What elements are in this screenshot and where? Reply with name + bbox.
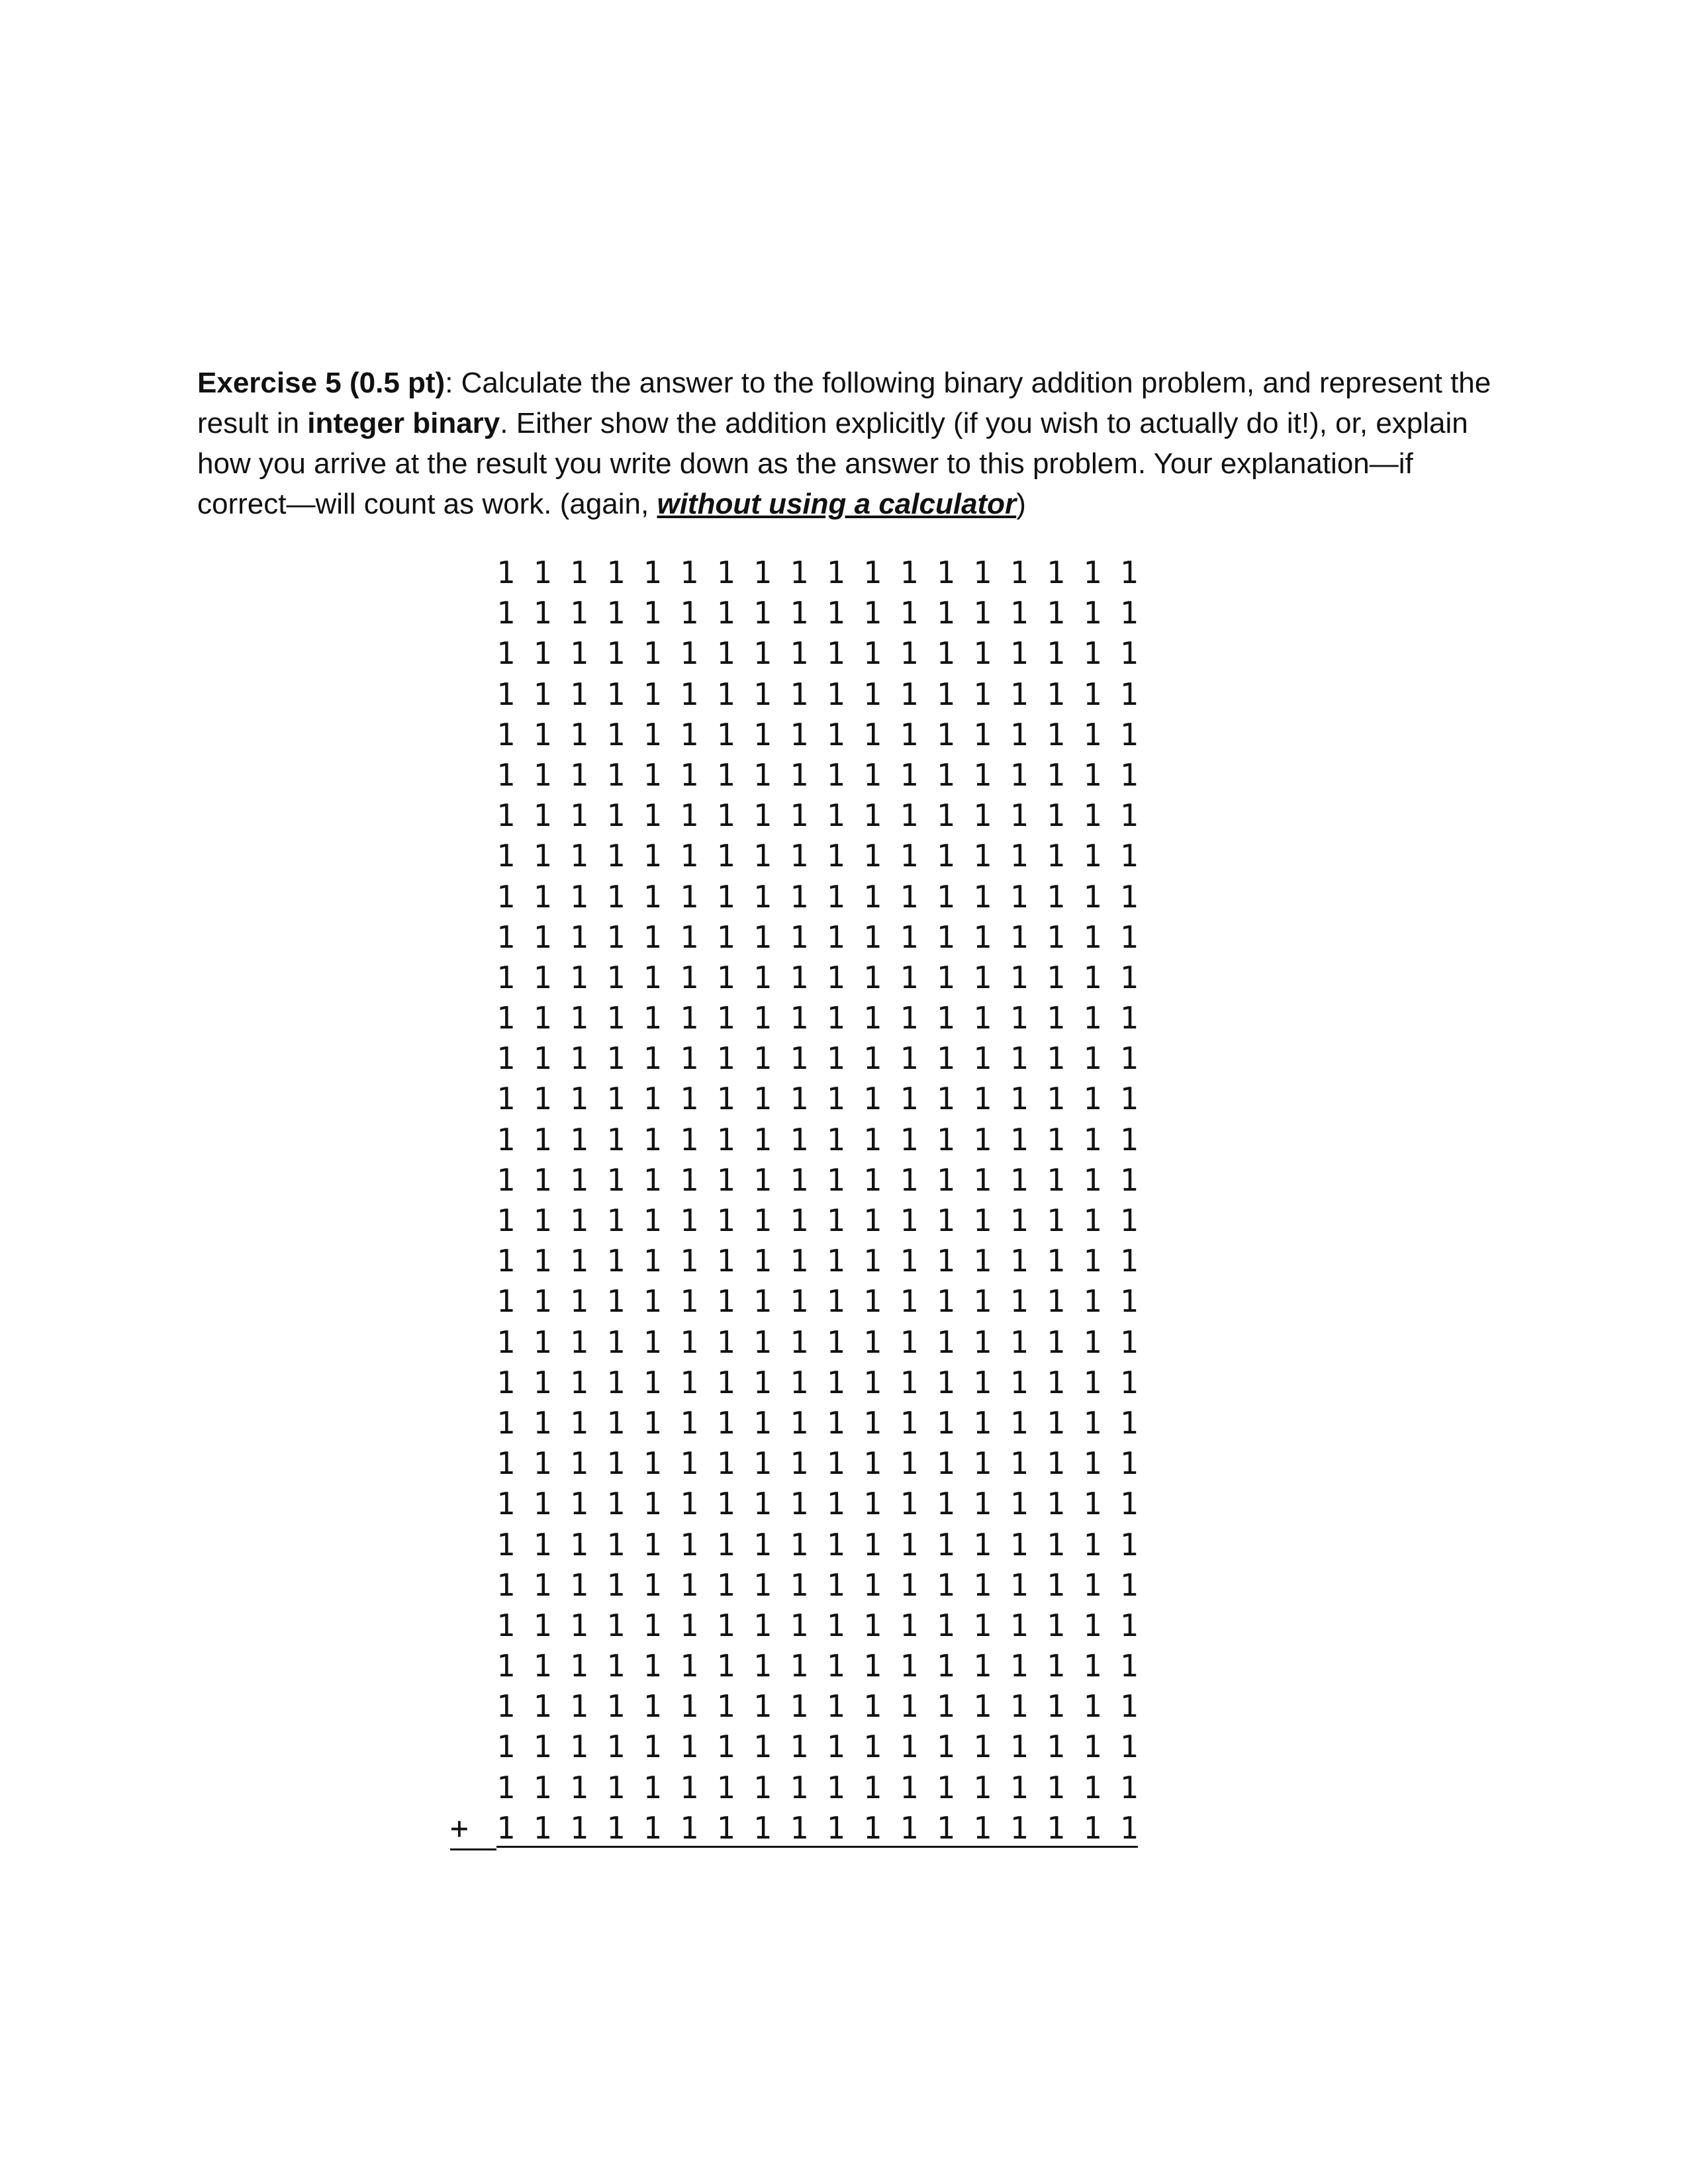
binary-operand: 1 1 1 1 1 1 1 1 1 1 1 1 1 1 1 1 1 1 <box>496 1688 1139 1725</box>
exercise-heading: Exercise 5 (0.5 pt) <box>197 367 445 399</box>
binary-operand: 1 1 1 1 1 1 1 1 1 1 1 1 1 1 1 1 1 1 <box>496 1648 1139 1684</box>
operand-row <box>450 1160 1138 1201</box>
operand-row <box>450 1403 1138 1443</box>
operand-row <box>450 1241 1138 1281</box>
operand-row <box>450 1727 1138 1767</box>
operand-row <box>450 1646 1138 1686</box>
final-operand-row <box>450 1808 1138 1848</box>
emphasis-integer-binary: integer binary <box>307 407 500 439</box>
binary-operand: 1 1 1 1 1 1 1 1 1 1 1 1 1 1 1 1 1 1 <box>496 1526 1139 1563</box>
operand-row <box>450 1484 1138 1524</box>
binary-operand: 1 1 1 1 1 1 1 1 1 1 1 1 1 1 1 1 1 1 <box>496 1283 1139 1320</box>
binary-operand: 1 1 1 1 1 1 1 1 1 1 1 1 1 1 1 1 1 1 <box>496 1000 1139 1036</box>
operand-row <box>450 674 1138 715</box>
operand-row <box>450 917 1138 958</box>
binary-operand: 1 1 1 1 1 1 1 1 1 1 1 1 1 1 1 1 1 1 <box>496 838 1139 874</box>
binary-operand: 1 1 1 1 1 1 1 1 1 1 1 1 1 1 1 1 1 1 <box>496 1121 1139 1158</box>
binary-operand: 1 1 1 1 1 1 1 1 1 1 1 1 1 1 1 1 1 1 <box>496 1810 1138 1848</box>
operand-row <box>450 633 1138 674</box>
binary-operand: 1 1 1 1 1 1 1 1 1 1 1 1 1 1 1 1 1 1 <box>496 1364 1139 1400</box>
operand-row <box>450 1443 1138 1484</box>
operand-row <box>450 1525 1138 1565</box>
binary-operand: 1 1 1 1 1 1 1 1 1 1 1 1 1 1 1 1 1 1 <box>496 635 1139 672</box>
operand-row <box>450 593 1138 633</box>
prompt-text-3: ) <box>1016 488 1026 520</box>
operand-row <box>450 1686 1138 1727</box>
binary-operand: 1 1 1 1 1 1 1 1 1 1 1 1 1 1 1 1 1 1 <box>496 1161 1139 1198</box>
operand-row <box>450 1201 1138 1241</box>
operand-row <box>450 796 1138 836</box>
operand-row <box>450 1079 1138 1119</box>
binary-operand: 1 1 1 1 1 1 1 1 1 1 1 1 1 1 1 1 1 1 <box>496 676 1139 712</box>
binary-operand: 1 1 1 1 1 1 1 1 1 1 1 1 1 1 1 1 1 1 <box>496 1567 1139 1603</box>
operand-row <box>450 877 1138 917</box>
prompt-text-2: . Either show the addition explicitly (if you wish to actually do it!), or, explain how you arrive at the result you write down as the answer to this problem. Your explanation—if correct—will count as work. (again, <box>197 407 1468 520</box>
operand-row <box>450 836 1138 876</box>
binary-operand: 1 1 1 1 1 1 1 1 1 1 1 1 1 1 1 1 1 1 <box>496 555 1139 590</box>
binary-operand: 1 1 1 1 1 1 1 1 1 1 1 1 1 1 1 1 1 1 <box>496 1203 1139 1238</box>
operand-row <box>450 1606 1138 1646</box>
binary-operand: 1 1 1 1 1 1 1 1 1 1 1 1 1 1 1 1 1 1 <box>496 1040 1139 1077</box>
emphasis-no-calculator: without using a calculator <box>657 488 1017 520</box>
operand-row <box>450 1768 1138 1808</box>
operand-row <box>450 958 1138 998</box>
binary-operand: 1 1 1 1 1 1 1 1 1 1 1 1 1 1 1 1 1 1 <box>496 959 1139 995</box>
prompt-text-1: : Calculate the answer to the following binary addition problem, and represent the result in <box>197 367 1491 439</box>
binary-operand: 1 1 1 1 1 1 1 1 1 1 1 1 1 1 1 1 1 1 <box>496 1607 1139 1643</box>
plus-operator: + <box>450 1808 496 1850</box>
operand-row <box>450 1120 1138 1160</box>
operand-row <box>450 755 1138 796</box>
binary-operand: 1 1 1 1 1 1 1 1 1 1 1 1 1 1 1 1 1 1 <box>496 1243 1139 1279</box>
operand-row <box>450 1281 1138 1322</box>
binary-operand: 1 1 1 1 1 1 1 1 1 1 1 1 1 1 1 1 1 1 <box>496 756 1139 793</box>
binary-operand: 1 1 1 1 1 1 1 1 1 1 1 1 1 1 1 1 1 1 <box>496 1445 1139 1482</box>
operand-row <box>450 715 1138 755</box>
operand-row <box>450 1363 1138 1403</box>
operand-row <box>450 1038 1138 1079</box>
binary-addition-problem <box>450 553 1138 1848</box>
operand-row <box>450 553 1138 593</box>
operand-row <box>450 1322 1138 1363</box>
binary-operand: 1 1 1 1 1 1 1 1 1 1 1 1 1 1 1 1 1 1 <box>496 1404 1139 1441</box>
binary-operand: 1 1 1 1 1 1 1 1 1 1 1 1 1 1 1 1 1 1 <box>496 797 1139 834</box>
binary-operand: 1 1 1 1 1 1 1 1 1 1 1 1 1 1 1 1 1 1 <box>496 919 1139 955</box>
exercise-prompt <box>197 363 1495 524</box>
binary-operand: 1 1 1 1 1 1 1 1 1 1 1 1 1 1 1 1 1 1 <box>496 1081 1139 1117</box>
binary-operand: 1 1 1 1 1 1 1 1 1 1 1 1 1 1 1 1 1 1 <box>496 595 1139 631</box>
binary-operand: 1 1 1 1 1 1 1 1 1 1 1 1 1 1 1 1 1 1 <box>496 878 1139 915</box>
binary-operand: 1 1 1 1 1 1 1 1 1 1 1 1 1 1 1 1 1 1 <box>496 1486 1139 1522</box>
binary-operand: 1 1 1 1 1 1 1 1 1 1 1 1 1 1 1 1 1 1 <box>496 1324 1139 1360</box>
binary-operand: 1 1 1 1 1 1 1 1 1 1 1 1 1 1 1 1 1 1 <box>496 1729 1139 1765</box>
binary-operand: 1 1 1 1 1 1 1 1 1 1 1 1 1 1 1 1 1 1 <box>496 716 1139 752</box>
operand-row <box>450 998 1138 1038</box>
binary-operand: 1 1 1 1 1 1 1 1 1 1 1 1 1 1 1 1 1 1 <box>496 1769 1139 1805</box>
operand-row <box>450 1565 1138 1606</box>
